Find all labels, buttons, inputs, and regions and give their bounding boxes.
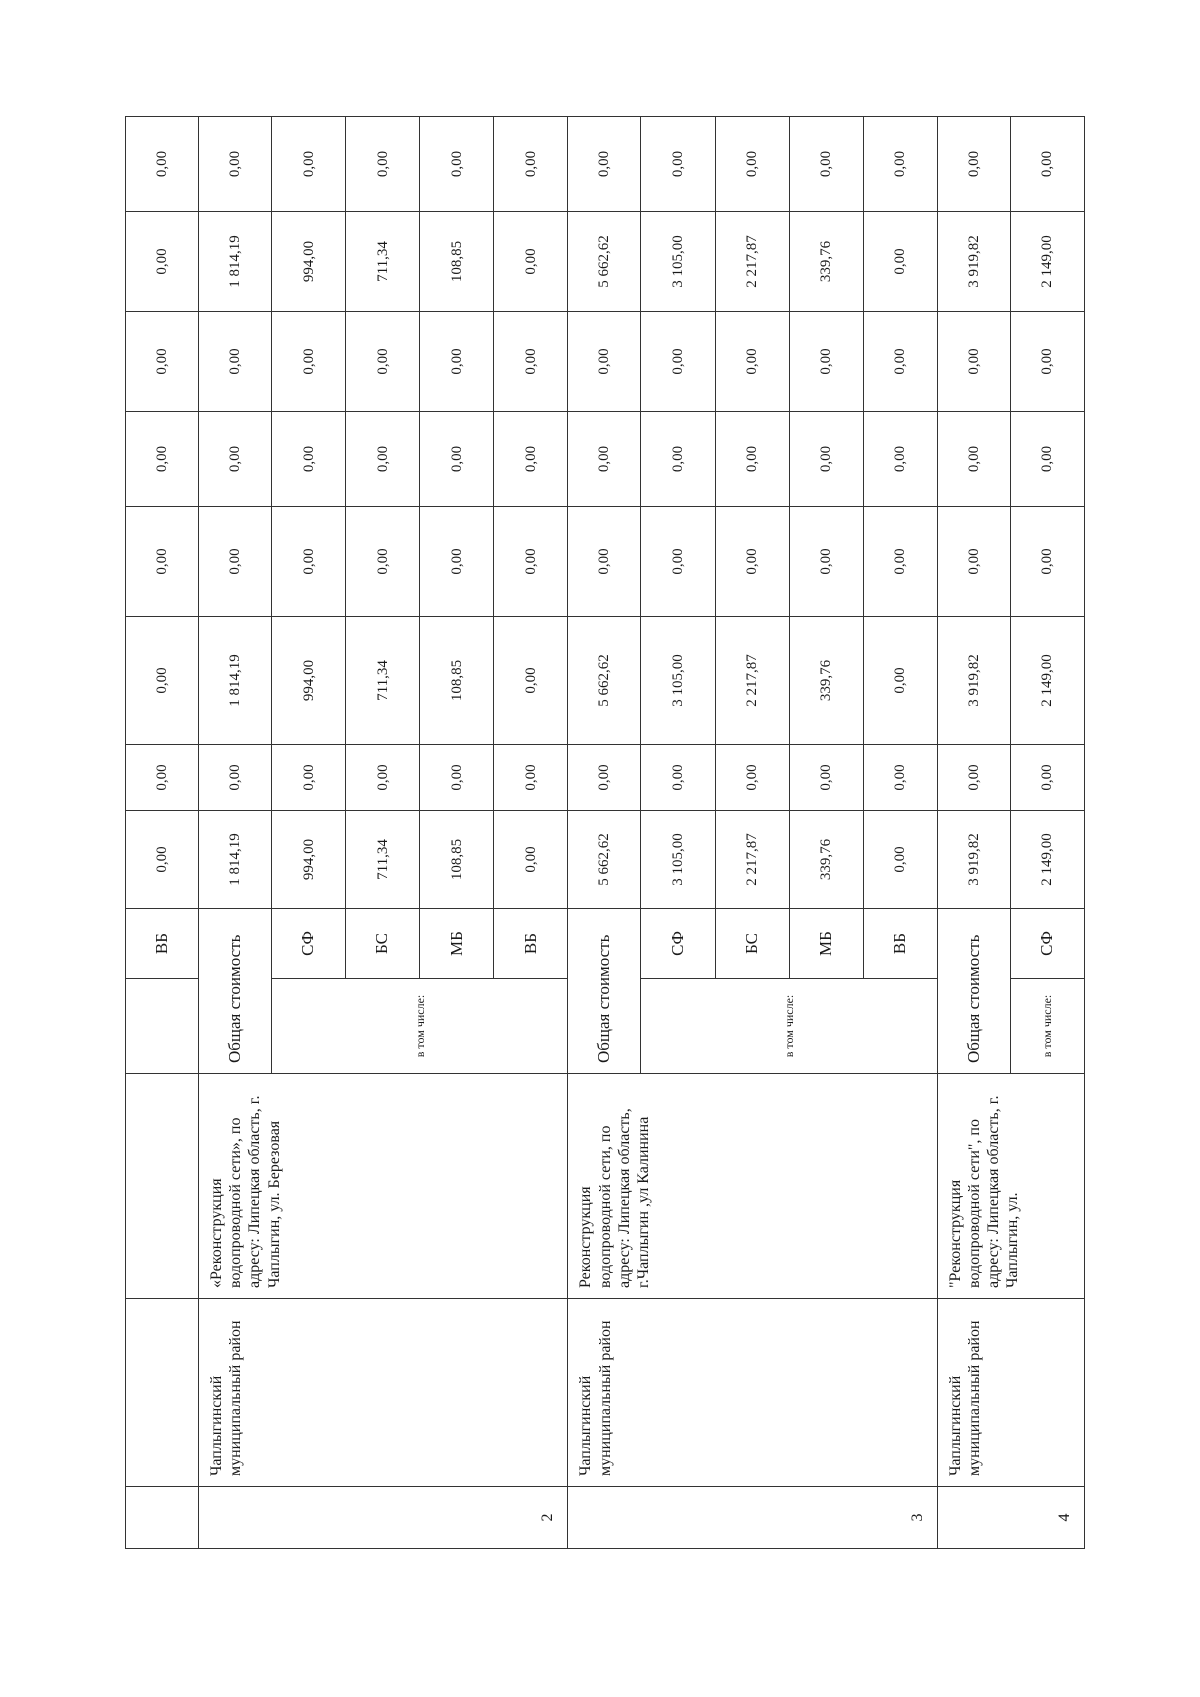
value-cell: 339,76 xyxy=(789,617,863,745)
value-cell: 0,00 xyxy=(199,745,272,811)
value-cell: 0,00 xyxy=(272,117,346,212)
value-cell: 2 217,87 xyxy=(715,617,789,745)
value-cell: 0,00 xyxy=(199,117,272,212)
value-cell: 0,00 xyxy=(789,117,863,212)
value-cell: 0,00 xyxy=(346,117,420,212)
value-cell: 0,00 xyxy=(272,312,346,412)
value-cell: 994,00 xyxy=(272,212,346,312)
value-cell: 339,76 xyxy=(789,212,863,312)
funding-source-code: ВБ xyxy=(863,909,937,979)
rotated-table-container xyxy=(125,139,1085,1549)
value-cell: 1 814,19 xyxy=(199,212,272,312)
value-cell: 0,00 xyxy=(789,745,863,811)
funding-source-code: СФ xyxy=(272,909,346,979)
table-row xyxy=(126,117,199,1549)
table-row xyxy=(568,117,641,1549)
value-cell: 0,00 xyxy=(494,117,568,212)
funding-source-code: БС xyxy=(715,909,789,979)
value-cell: 0,00 xyxy=(346,412,420,507)
value-cell: 0,00 xyxy=(863,745,937,811)
value-cell: 0,00 xyxy=(641,507,715,617)
funding-source-code: ВБ xyxy=(126,909,199,979)
value-cell: 711,34 xyxy=(346,811,420,909)
value-cell: 2 149,00 xyxy=(1010,811,1084,909)
value-cell: 0,00 xyxy=(568,312,641,412)
value-cell: 0,00 xyxy=(568,412,641,507)
value-cell: 0,00 xyxy=(1010,312,1084,412)
value-cell: 3 105,00 xyxy=(641,212,715,312)
value-cell: 108,85 xyxy=(420,811,494,909)
including-label: в том числе: xyxy=(272,979,568,1074)
value-cell: 0,00 xyxy=(715,507,789,617)
value-cell: 0,00 xyxy=(641,117,715,212)
table-row xyxy=(937,117,1010,1549)
value-cell: 3 105,00 xyxy=(641,811,715,909)
value-cell: 0,00 xyxy=(346,745,420,811)
value-cell: 5 662,62 xyxy=(568,212,641,312)
value-cell: 0,00 xyxy=(420,312,494,412)
value-cell: 711,34 xyxy=(346,617,420,745)
value-cell: 0,00 xyxy=(494,412,568,507)
object-name: «Реконструкция водопроводной сети», по адресу: Липецкая область, г. Чаплыгин, ул. Березовая xyxy=(199,1074,568,1299)
value-cell: 0,00 xyxy=(1010,117,1084,212)
value-cell: 1 814,19 xyxy=(199,617,272,745)
object-name: Реконструкция водопроводной сети, по адресу: Липецкая область, г.Чаплыгин ,ул Калинина xyxy=(568,1074,937,1299)
value-cell: 0,00 xyxy=(715,312,789,412)
empty-cell xyxy=(126,1299,199,1487)
value-cell: 0,00 xyxy=(420,507,494,617)
row-number: 3 xyxy=(568,1487,937,1549)
table-row xyxy=(199,117,272,1549)
value-cell: 3 919,82 xyxy=(937,617,1010,745)
value-cell: 339,76 xyxy=(789,811,863,909)
value-cell: 2 149,00 xyxy=(1010,617,1084,745)
funding-source-code: СФ xyxy=(641,909,715,979)
value-cell: 3 919,82 xyxy=(937,212,1010,312)
value-cell: 0,00 xyxy=(199,507,272,617)
including-label: в том числе: xyxy=(1010,979,1084,1074)
value-cell: 0,00 xyxy=(1010,507,1084,617)
value-cell: 0,00 xyxy=(494,811,568,909)
value-cell: 0,00 xyxy=(346,507,420,617)
value-cell: 1 814,19 xyxy=(199,811,272,909)
value-cell: 0,00 xyxy=(641,312,715,412)
total-cost-label: Общая стоимость xyxy=(937,909,1010,1074)
value-cell: 0,00 xyxy=(126,617,199,745)
value-cell: 0,00 xyxy=(641,745,715,811)
empty-cell xyxy=(126,1487,199,1549)
value-cell: 0,00 xyxy=(126,212,199,312)
funding-table xyxy=(125,116,1085,1549)
value-cell: 0,00 xyxy=(420,117,494,212)
value-cell: 0,00 xyxy=(937,507,1010,617)
value-cell: 2 217,87 xyxy=(715,811,789,909)
funding-source-code: ВБ xyxy=(494,909,568,979)
district-name: Чаплыгинский муниципальный район xyxy=(937,1299,1084,1487)
value-cell: 5 662,62 xyxy=(568,811,641,909)
value-cell: 0,00 xyxy=(937,745,1010,811)
total-cost-label: Общая стоимость xyxy=(199,909,272,1074)
value-cell: 0,00 xyxy=(641,412,715,507)
object-name: "Реконструкция водопроводной сети", по адресу: Липецкая область, г. Чаплыгин, ул. xyxy=(937,1074,1084,1299)
value-cell: 0,00 xyxy=(199,412,272,507)
value-cell: 3 105,00 xyxy=(641,617,715,745)
district-name: Чаплыгинский муниципальный район xyxy=(568,1299,937,1487)
value-cell: 0,00 xyxy=(863,117,937,212)
value-cell: 0,00 xyxy=(715,412,789,507)
value-cell: 0,00 xyxy=(1010,412,1084,507)
value-cell: 0,00 xyxy=(126,507,199,617)
value-cell: 108,85 xyxy=(420,212,494,312)
value-cell: 0,00 xyxy=(420,745,494,811)
value-cell: 2 217,87 xyxy=(715,212,789,312)
funding-source-code: СФ xyxy=(1010,909,1084,979)
value-cell: 0,00 xyxy=(126,811,199,909)
value-cell: 0,00 xyxy=(937,312,1010,412)
value-cell: 0,00 xyxy=(494,212,568,312)
value-cell: 0,00 xyxy=(937,412,1010,507)
funding-source-code: МБ xyxy=(789,909,863,979)
value-cell: 0,00 xyxy=(789,312,863,412)
value-cell: 0,00 xyxy=(126,745,199,811)
value-cell: 0,00 xyxy=(863,212,937,312)
value-cell: 0,00 xyxy=(126,412,199,507)
value-cell: 108,85 xyxy=(420,617,494,745)
district-name: Чаплыгинский муниципальный район xyxy=(199,1299,568,1487)
empty-cell xyxy=(126,979,199,1074)
funding-source-code: БС xyxy=(346,909,420,979)
value-cell: 0,00 xyxy=(789,412,863,507)
funding-source-code: МБ xyxy=(420,909,494,979)
value-cell: 0,00 xyxy=(346,312,420,412)
value-cell: 0,00 xyxy=(863,617,937,745)
total-cost-label: Общая стоимость xyxy=(568,909,641,1074)
value-cell: 0,00 xyxy=(863,811,937,909)
value-cell: 0,00 xyxy=(272,412,346,507)
value-cell: 711,34 xyxy=(346,212,420,312)
value-cell: 0,00 xyxy=(494,617,568,745)
value-cell: 0,00 xyxy=(126,117,199,212)
value-cell: 0,00 xyxy=(272,745,346,811)
value-cell: 994,00 xyxy=(272,617,346,745)
value-cell: 0,00 xyxy=(715,117,789,212)
value-cell: 0,00 xyxy=(420,412,494,507)
value-cell: 0,00 xyxy=(494,507,568,617)
value-cell: 0,00 xyxy=(568,507,641,617)
value-cell: 0,00 xyxy=(568,745,641,811)
value-cell: 0,00 xyxy=(863,412,937,507)
table-body xyxy=(126,117,1085,1549)
value-cell: 0,00 xyxy=(494,312,568,412)
value-cell: 3 919,82 xyxy=(937,811,1010,909)
value-cell: 0,00 xyxy=(199,312,272,412)
value-cell: 0,00 xyxy=(1010,745,1084,811)
value-cell: 5 662,62 xyxy=(568,617,641,745)
value-cell: 0,00 xyxy=(863,312,937,412)
value-cell: 994,00 xyxy=(272,811,346,909)
row-number: 4 xyxy=(937,1487,1084,1549)
value-cell: 0,00 xyxy=(789,507,863,617)
value-cell: 0,00 xyxy=(568,117,641,212)
value-cell: 0,00 xyxy=(863,507,937,617)
value-cell: 0,00 xyxy=(715,745,789,811)
row-number: 2 xyxy=(199,1487,568,1549)
value-cell: 0,00 xyxy=(494,745,568,811)
including-label: в том числе: xyxy=(641,979,937,1074)
value-cell: 0,00 xyxy=(937,117,1010,212)
value-cell: 0,00 xyxy=(272,507,346,617)
value-cell: 2 149,00 xyxy=(1010,212,1084,312)
empty-cell xyxy=(126,1074,199,1299)
value-cell: 0,00 xyxy=(126,312,199,412)
